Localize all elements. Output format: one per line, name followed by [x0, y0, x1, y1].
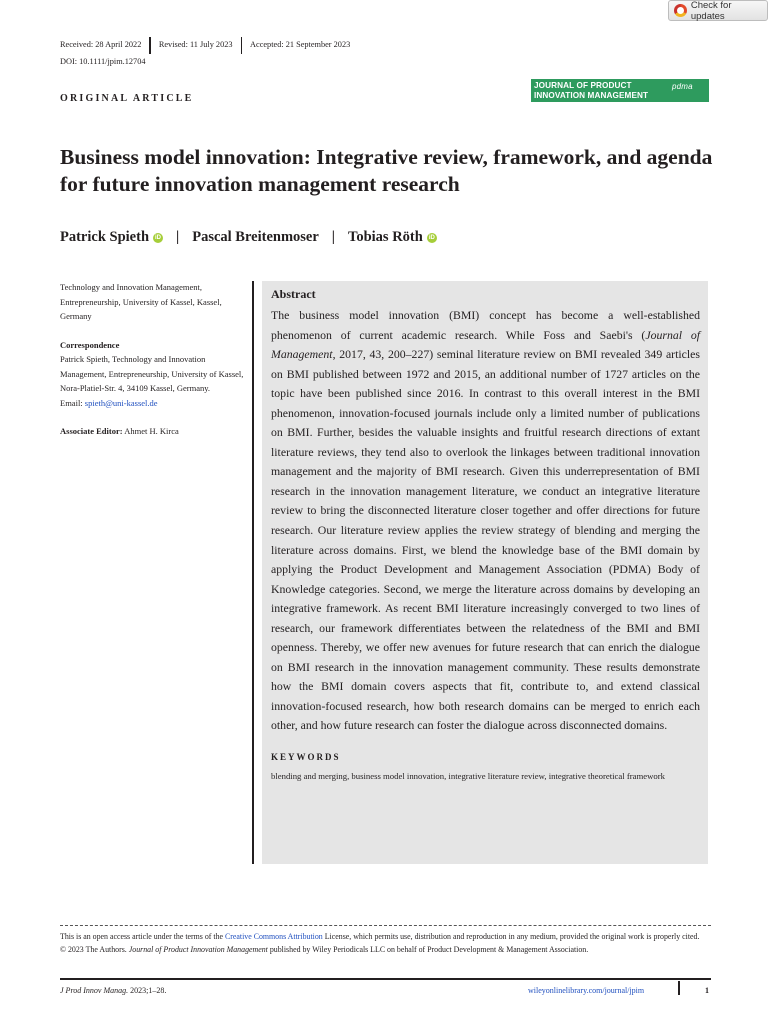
- journal-logo-text: [534, 81, 648, 100]
- affiliation: Technology and Innovation Management, Entrepreneurship, University of Kassel, Kassel, Germany: [60, 282, 222, 321]
- revised-date: Revised: 11 July 2023: [158, 40, 233, 49]
- page-number: 1: [705, 986, 709, 995]
- email-link[interactable]: spieth@uni-kassel.de: [84, 397, 158, 408]
- abstract-text: [271, 306, 700, 736]
- journal-site-link[interactable]: wileyonlinelibrary.com/journal/jpim: [528, 986, 645, 995]
- footer-divider: [60, 925, 711, 926]
- article-title: Business model innovation: Integrative review, framework, and agenda for future innovation management research: [60, 145, 713, 196]
- citation-details: 2023;1–28.: [128, 986, 167, 995]
- orcid-icon[interactable]: iD: [428, 234, 435, 241]
- license-part1: This is an open access article under the terms of the: [60, 932, 225, 941]
- page-footer-rule: [60, 978, 711, 980]
- correspondence-heading: Correspondence: [60, 339, 120, 350]
- journal-logo: [531, 79, 709, 102]
- correspondence: [60, 338, 245, 411]
- associate-editor: [60, 424, 245, 439]
- author-separator: |: [331, 229, 335, 245]
- journal-logo-line1: JOURNAL OF PRODUCT: [534, 81, 632, 90]
- copyright-post: published by Wiley Periodicals LLC on behalf of Product Development & Management Association.: [267, 945, 589, 954]
- license-text: [60, 930, 711, 943]
- check-for-updates-button[interactable]: [668, 0, 768, 21]
- abstract-heading: Abstract: [271, 287, 316, 301]
- author-separator: |: [176, 229, 180, 245]
- article-sidebar: [60, 280, 245, 439]
- associate-editor-label: Associate Editor:: [60, 426, 123, 436]
- creative-commons-link[interactable]: Creative Commons Attribution: [225, 932, 323, 941]
- section-label: ORIGINAL ARTICLE: [60, 93, 194, 104]
- sidebar-divider: [252, 281, 254, 864]
- keywords-list: blending and merging, business model innovation, integrative literature review, integrative theoretical framework: [271, 771, 665, 782]
- license-notice: [60, 930, 711, 956]
- abstract-box: [262, 281, 708, 864]
- associate-editor-name: Ahmet H. Kirca: [122, 426, 179, 436]
- copyright-text: [60, 943, 711, 956]
- orcid-icon[interactable]: iD: [155, 234, 162, 241]
- journal-logo-line2: INNOVATION MANAGEMENT: [534, 90, 649, 100]
- copyright-journal: Journal of Product Innovation Management: [128, 945, 268, 954]
- page-number-divider: [678, 981, 680, 995]
- abstract-text-part2: , 2017, 43, 200–227) seminal literature review on BMI revealed 349 articles on BMI published between 1972 and 2015, an additional number of 1727 articles on the topic have been published since 2016. In contrast to this overall interest in the BMI phenomenon, innovation-focused journals include only a limited number of publications on BMI. Further, besides the valuable insights and fruitful research directions of extant literature reviews, they tend also to overlook the linkages between traditional innovation management and the majority of BMI research. Given this underrepresentation of BMI research in the innovation management literature, we conduct an integrative literature review to bring the disconnected literature closer together and offer directions for future research. Our literature review applies the review strategy of blending and merging the literature across domains. First, we blend the knowledge base of the BMI domain by applying the Product Development and Management Association (PDMA) Body of Knowledge categories. Second, we merge the literature across domains by developing an integrative framework. As recent BMI literature increasingly converged to two lines of research, our framework differentiates between the relatedness of the BMI and BMI openness. Thereby, we offer new avenues for future research that can enrich the dialogue on BMI research in the innovation management community. These results demonstrate how the BMI domain covers aspects that fit, contribute to, and extend classical innovation-focused research, how both research domains can be merged to enrich each other, and how future research can foster the dialogue across disconnected domains.: [271, 347, 700, 733]
- license-part2: License, which permits use, distribution and reproduction in any medium, provided the original work is properly cited.: [322, 932, 700, 941]
- email-label: Email:: [60, 397, 85, 408]
- article-history: [60, 37, 350, 54]
- received-date: Received: 28 April 2022: [60, 40, 142, 49]
- citation-journal: J Prod Innov Manag.: [60, 986, 129, 995]
- citation: [60, 986, 166, 995]
- abstract-journal-name: Journal of Management: [271, 327, 701, 362]
- correspondence-email: [60, 396, 245, 411]
- correspondence-address: Patrick Spieth, Technology and Innovation Management, Entrepreneurship, University of Kassel, Nora-Platiel-Str. 4, 34109 Kassel, Germany.: [60, 354, 244, 393]
- check-for-updates-label: Check for updates: [690, 0, 732, 22]
- crossmark-icon: [674, 4, 687, 17]
- history-divider: [241, 37, 243, 54]
- author-name[interactable]: Patrick Spieth: [60, 229, 150, 245]
- author-name[interactable]: Tobias Röth: [348, 229, 423, 245]
- keywords-heading: KEYWORDS: [271, 752, 341, 763]
- history-divider: [149, 37, 151, 54]
- abstract-text-part1: The business model innovation (BMI) concept has become a well-established phenomenon of current academic research. While Foss and Saebi's (: [271, 308, 700, 342]
- author-list: [60, 229, 437, 246]
- pdma-logo: pdma: [672, 82, 693, 91]
- doi: DOI: 10.1111/jpim.12704: [60, 57, 146, 66]
- author-name[interactable]: Pascal Breitenmoser: [192, 229, 319, 245]
- accepted-date: Accepted: 21 September 2023: [250, 40, 351, 49]
- copyright-pre: © 2023 The Authors.: [60, 945, 129, 954]
